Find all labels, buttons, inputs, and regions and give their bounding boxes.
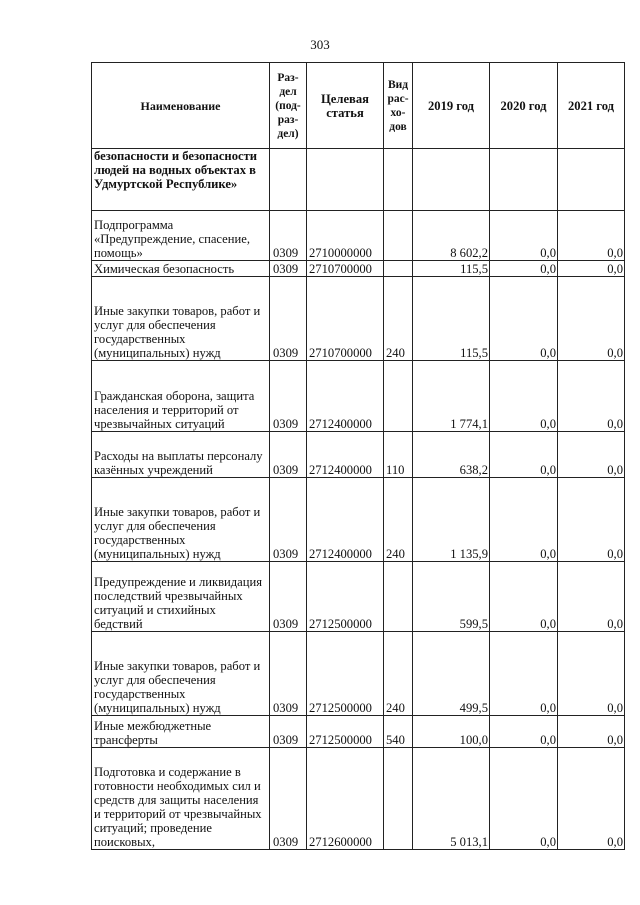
row-value-2020: 0,0 [490,478,558,562]
row-section: 0309 [270,716,307,748]
row-value-2020: 0,0 [490,361,558,432]
row-value-2019: 5 013,1 [413,748,490,850]
row-name: Иные межбюджетные трансферты [92,716,270,748]
row-expense-type [384,261,413,277]
row-section: 0309 [270,261,307,277]
row-value-2020: 0,0 [490,211,558,261]
row-value-2021: 0,0 [558,748,625,850]
header-target: Целевая статья [307,63,384,149]
row-section: 0309 [270,748,307,850]
row-value-2020: 0,0 [490,261,558,277]
header-section: Раз- дел (под- раз- дел) [270,63,307,149]
row-expense-type [384,562,413,632]
row-value-2021: 0,0 [558,716,625,748]
table-row [92,149,625,211]
row-expense-type: 240 [384,478,413,562]
row-expense-type: 240 [384,277,413,361]
row-name: Подготовка и содержание в готовности необходимых сил и средств для защиты населения и территорий от чрезвычайных ситуаций; проведение поисковых, [92,748,270,850]
row-value-2021: 0,0 [558,632,625,716]
row-section: 0309 [270,361,307,432]
row-target-article [307,149,384,211]
row-target-article: 2712500000 [307,562,384,632]
row-value-2020 [490,149,558,211]
table-row [92,562,625,632]
row-target-article: 2712400000 [307,361,384,432]
row-value-2021 [558,149,625,211]
row-value-2019: 100,0 [413,716,490,748]
table-row [92,478,625,562]
row-value-2021: 0,0 [558,277,625,361]
row-name: Иные закупки товаров, работ и услуг для обеспечения государственных (муниципальных) нужд [92,478,270,562]
table-row [92,432,625,478]
row-value-2019: 599,5 [413,562,490,632]
row-name: Подпрограмма «Предупреждение, спасение, помощь» [92,211,270,261]
row-value-2019: 115,5 [413,277,490,361]
row-value-2021: 0,0 [558,211,625,261]
header-2020: 2020 год [490,63,558,149]
row-value-2021: 0,0 [558,478,625,562]
row-target-article: 2712400000 [307,432,384,478]
row-value-2019: 1 774,1 [413,361,490,432]
row-name: Иные закупки товаров, работ и услуг для обеспечения государственных (муниципальных) нужд [92,632,270,716]
header-2019: 2019 год [413,63,490,149]
table-row [92,632,625,716]
row-value-2020: 0,0 [490,716,558,748]
row-expense-type [384,361,413,432]
row-value-2021: 0,0 [558,261,625,277]
header-name: Наименование [92,63,270,149]
row-section: 0309 [270,277,307,361]
table-row [92,716,625,748]
row-expense-type [384,748,413,850]
row-value-2021: 0,0 [558,432,625,478]
budget-table [91,62,625,850]
row-section: 0309 [270,632,307,716]
row-name: Расходы на выплаты персоналу казённых учреждений [92,432,270,478]
row-value-2019: 8 602,2 [413,211,490,261]
row-target-article: 2710000000 [307,211,384,261]
table-row [92,748,625,850]
table-row [92,261,625,277]
row-value-2020: 0,0 [490,562,558,632]
row-value-2019: 499,5 [413,632,490,716]
row-name: безопасности и безопасности людей на водных объектах в Удмуртской Республике» [92,149,270,211]
row-value-2020: 0,0 [490,632,558,716]
header-expense-type: Вид рас- хо- дов [384,63,413,149]
row-target-article: 2710700000 [307,261,384,277]
row-name: Химическая безопасность [92,261,270,277]
row-expense-type: 110 [384,432,413,478]
row-value-2021: 0,0 [558,361,625,432]
row-target-article: 2712600000 [307,748,384,850]
row-expense-type [384,211,413,261]
row-value-2020: 0,0 [490,748,558,850]
table-header-row [92,63,625,149]
row-value-2019: 638,2 [413,432,490,478]
row-name: Гражданская оборона, защита населения и территорий от чрезвычайных ситуаций [92,361,270,432]
row-value-2020: 0,0 [490,277,558,361]
page-number: 303 [310,37,330,52]
row-name: Предупреждение и ликвидация последствий чрезвычайных ситуаций и стихийных бедствий [92,562,270,632]
row-section [270,149,307,211]
row-expense-type: 240 [384,632,413,716]
row-target-article: 2712500000 [307,632,384,716]
row-target-article: 2712500000 [307,716,384,748]
table-row [92,277,625,361]
row-section: 0309 [270,211,307,261]
row-value-2021: 0,0 [558,562,625,632]
row-expense-type [384,149,413,211]
row-section: 0309 [270,562,307,632]
row-value-2019: 1 135,9 [413,478,490,562]
header-2021: 2021 год [558,63,625,149]
row-section: 0309 [270,478,307,562]
row-section: 0309 [270,432,307,478]
table-row [92,211,625,261]
row-expense-type: 540 [384,716,413,748]
table-row [92,361,625,432]
row-target-article: 2712400000 [307,478,384,562]
row-target-article: 2710700000 [307,277,384,361]
row-name: Иные закупки товаров, работ и услуг для обеспечения государственных (муниципальных) нужд [92,277,270,361]
row-value-2019 [413,149,490,211]
row-value-2020: 0,0 [490,432,558,478]
row-value-2019: 115,5 [413,261,490,277]
